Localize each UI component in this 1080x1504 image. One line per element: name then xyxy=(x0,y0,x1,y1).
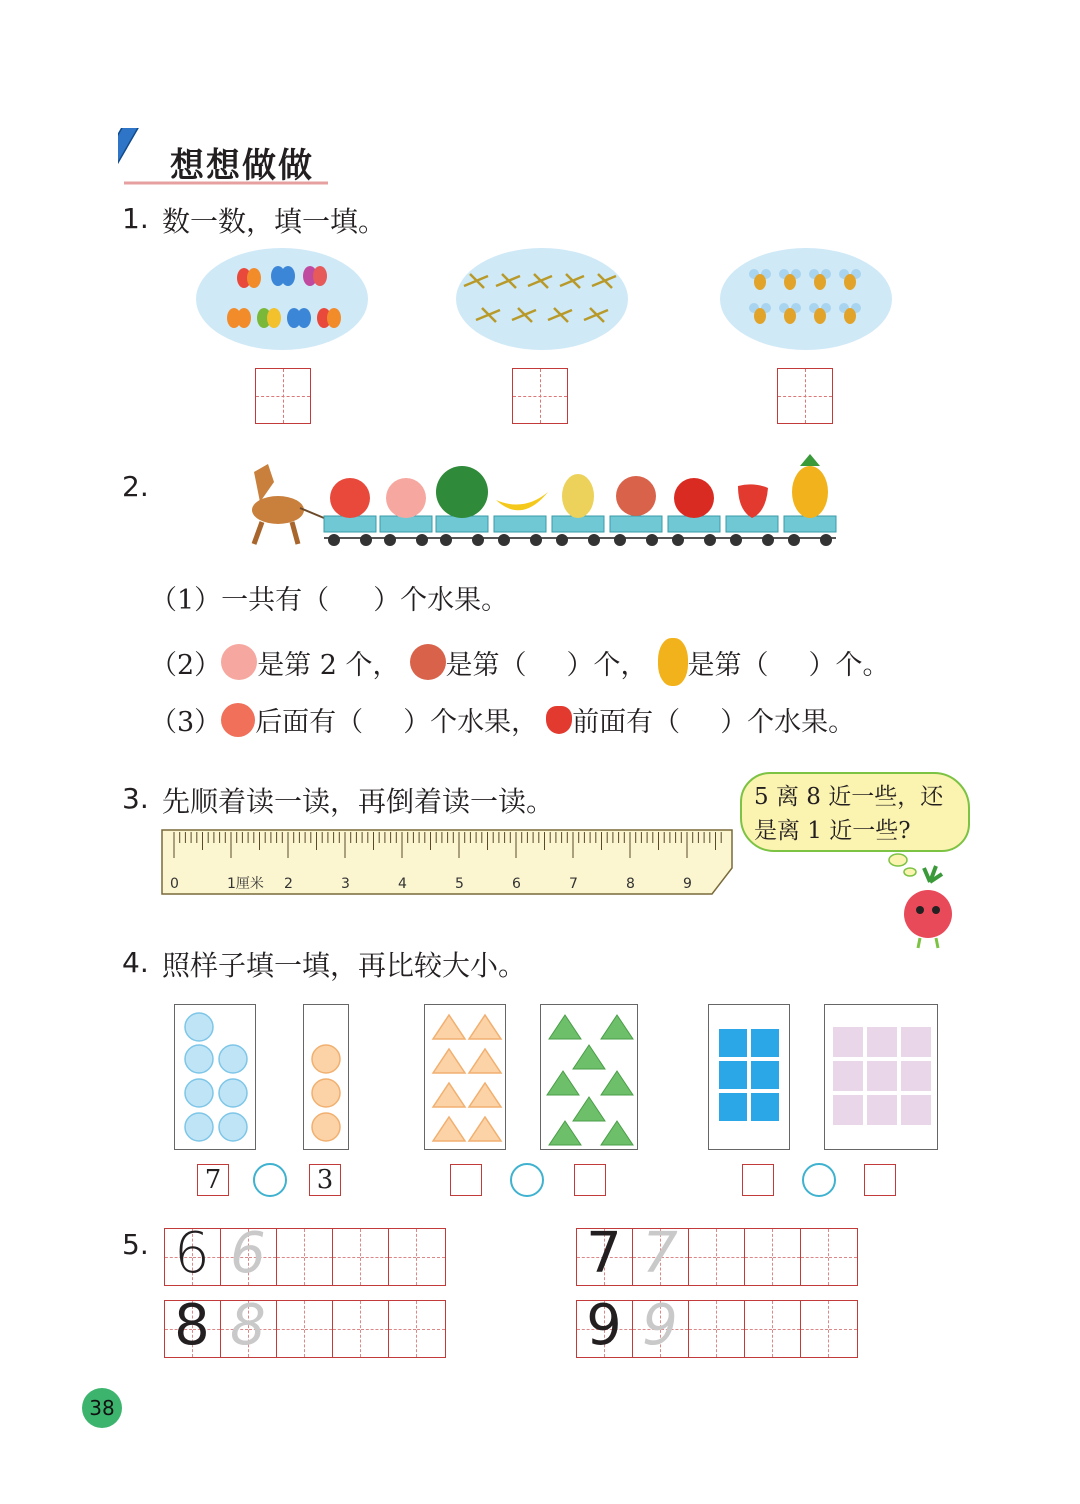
page-number: 38 xyxy=(82,1388,122,1428)
strawberry-icon xyxy=(738,484,768,518)
q3-number: 3. xyxy=(122,782,149,815)
example-right-box: 3 xyxy=(309,1164,341,1196)
q2-line1-suffix: ）个水果。 xyxy=(373,585,509,616)
ruler-label: 2 xyxy=(284,876,293,892)
compare-circle-2[interactable] xyxy=(510,1163,544,1197)
q2-line2-pomegranate-text: 是第（ xyxy=(445,649,527,681)
dragonflies-image xyxy=(456,248,628,350)
q2-line3-strawberry-text: 前面有（ xyxy=(572,707,681,738)
ruler-label: 0 xyxy=(170,876,179,892)
peach-icon xyxy=(386,478,426,518)
q4-instruction: 照样子填一填，再比较大小。 xyxy=(162,949,527,982)
blue-circles-frame xyxy=(174,1004,256,1150)
sample-digit-8: 8 xyxy=(174,1293,210,1358)
q1-number: 1. xyxy=(122,202,149,235)
q2-line2-prefix: （2） xyxy=(150,649,222,681)
q2-line2-pineapple-text: 是第（ xyxy=(687,649,769,681)
example-left-box: 7 xyxy=(197,1164,229,1196)
triangles-right-box[interactable] xyxy=(574,1164,606,1196)
apple-icon xyxy=(330,478,370,518)
fruit-train-image xyxy=(238,452,848,552)
watermelon-icon xyxy=(436,466,488,518)
ruler-image xyxy=(160,828,734,896)
answer-box-dragonflies[interactable] xyxy=(512,368,568,424)
blue-circles-image xyxy=(175,1005,257,1151)
tomato-icon xyxy=(674,478,714,518)
strawberry-icon xyxy=(546,706,572,734)
orange-circles-image xyxy=(304,1005,350,1151)
sample-digit-7: 7 xyxy=(586,1221,622,1286)
ruler-label: 9 xyxy=(683,876,692,892)
trace-digit-9: 9 xyxy=(642,1293,678,1358)
q2-line1-prefix: （1）一共有（ xyxy=(150,585,330,616)
radish-mascot-icon xyxy=(880,852,960,952)
bees-image xyxy=(720,248,892,350)
q2-line3-text-d: ）个水果。 xyxy=(720,707,856,738)
compare-circle-1[interactable] xyxy=(253,1163,287,1197)
squares-right-box[interactable] xyxy=(864,1164,896,1196)
sample-digit-6: 6 xyxy=(174,1221,210,1286)
blue-squares-image xyxy=(709,1005,791,1151)
q5-number: 5. xyxy=(122,1228,149,1261)
bees-oval xyxy=(720,248,892,350)
pineapple-icon xyxy=(792,466,828,518)
horse-icon xyxy=(252,464,324,544)
q2-line2-text-e: ）个。 xyxy=(808,649,890,681)
trace-digit-8: 8 xyxy=(230,1293,266,1358)
dragonflies-oval xyxy=(456,248,628,350)
pomegranate-icon xyxy=(410,644,446,680)
bubble-line2: 是离 1 近一些? xyxy=(754,818,911,844)
q2-line1 xyxy=(150,578,508,617)
q3-instruction: 先顺着读一读，再倒着读一读。 xyxy=(162,785,555,818)
q4-number: 4. xyxy=(122,946,149,979)
green-triangles-image xyxy=(541,1005,639,1151)
q2-number: 2. xyxy=(122,470,149,503)
q2-line2-text-c: ）个， xyxy=(566,649,648,681)
pomegranate-icon xyxy=(616,476,656,516)
ruler-label: 3 xyxy=(341,876,350,892)
peach-icon xyxy=(221,644,257,680)
compare-circle-3[interactable] xyxy=(802,1163,836,1197)
orange-circles-frame xyxy=(303,1004,349,1150)
thought-bubble xyxy=(740,772,970,852)
q1-instruction: 数一数，填一填。 xyxy=(162,205,387,238)
bubble-line1: 5 离 8 近一些，还 xyxy=(754,784,944,810)
orange-triangles-image xyxy=(425,1005,507,1151)
ruler-label: 7 xyxy=(569,876,578,892)
q2-line2 xyxy=(150,638,890,686)
ruler-label: 6 xyxy=(512,876,521,892)
trace-digit-7: 7 xyxy=(642,1221,678,1286)
blue-squares-frame xyxy=(708,1004,790,1150)
green-triangles-frame xyxy=(540,1004,638,1150)
ruler-label: 1厘米 xyxy=(227,876,264,892)
ruler-label: 5 xyxy=(455,876,464,892)
pink-squares-frame xyxy=(824,1004,938,1150)
q2-line3 xyxy=(150,700,855,739)
triangles-left-box[interactable] xyxy=(450,1164,482,1196)
butterflies-oval xyxy=(196,248,368,350)
pink-squares-image xyxy=(825,1005,939,1151)
answer-box-butterflies[interactable] xyxy=(255,368,311,424)
apple-icon xyxy=(221,703,255,737)
butterflies-image xyxy=(196,248,368,350)
ruler-label: 4 xyxy=(398,876,407,892)
q2-line3-apple-text: 后面有（ xyxy=(255,707,364,738)
banana-icon xyxy=(496,492,548,510)
pear-icon xyxy=(562,474,594,518)
answer-box-bees[interactable] xyxy=(777,368,833,424)
ruler-label: 8 xyxy=(626,876,635,892)
pineapple-icon xyxy=(658,638,688,686)
q2-line3-prefix: （3） xyxy=(150,707,222,738)
squares-left-box[interactable] xyxy=(742,1164,774,1196)
q2-line3-text-b: ）个水果， xyxy=(403,707,539,738)
orange-triangles-frame xyxy=(424,1004,506,1150)
section-heading: 想想做做 xyxy=(170,146,314,186)
sample-digit-9: 9 xyxy=(586,1293,622,1358)
q2-line2-peach-text: 是第 2 个， xyxy=(257,649,400,681)
trace-digit-6: 6 xyxy=(230,1221,266,1286)
